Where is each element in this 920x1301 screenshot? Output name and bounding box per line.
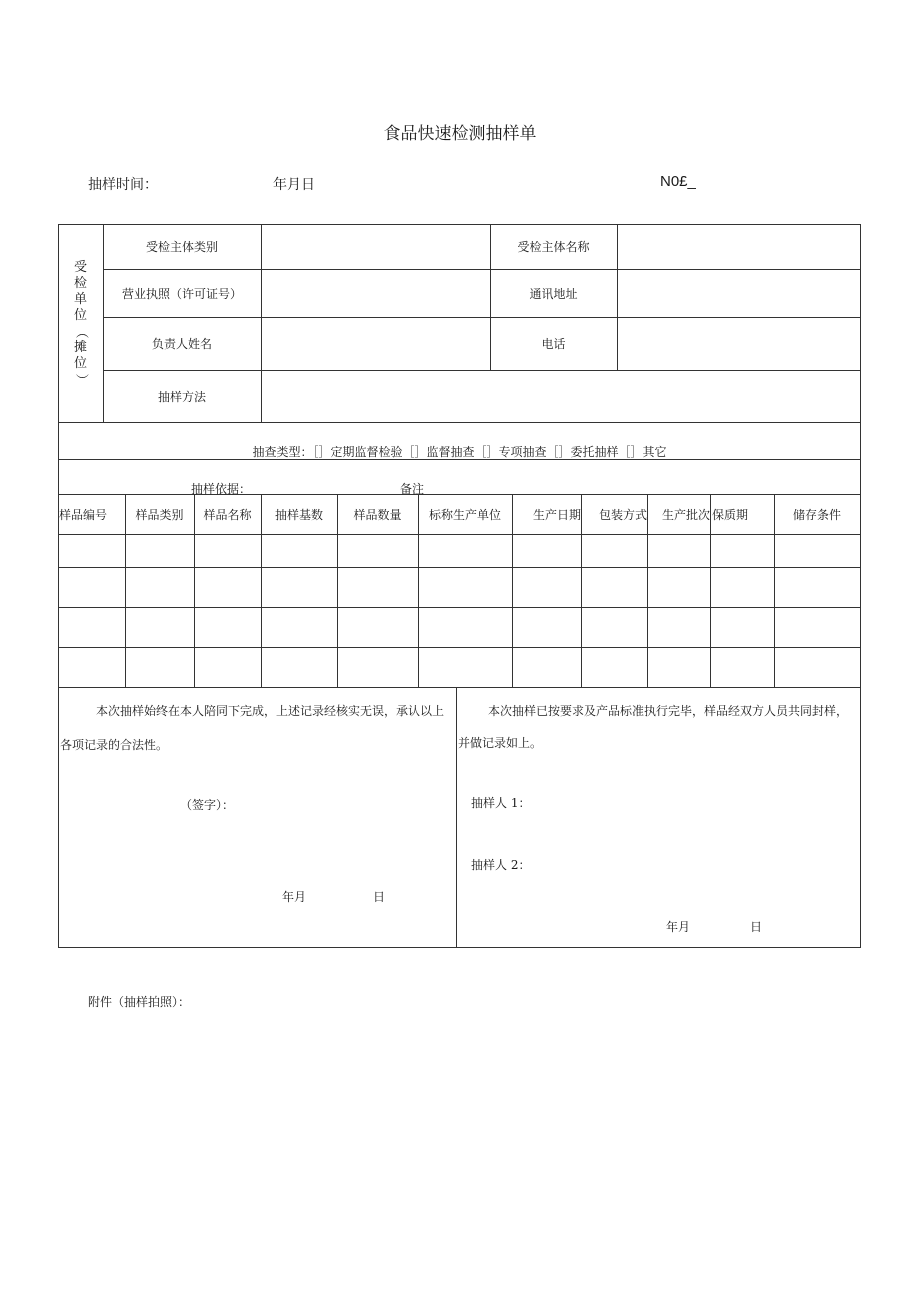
entity-name-label: 受检主体名称 — [517, 240, 590, 254]
col-production-date: 生产日期 — [532, 507, 581, 522]
vertical-char: 受 — [73, 260, 87, 275]
vertical-char: 检 — [73, 276, 87, 291]
col-manufacturer: 标称生产单位 — [428, 507, 501, 522]
table-row[interactable] — [59, 648, 860, 687]
col-sample-name: 样品名称 — [203, 507, 252, 522]
address-field[interactable] — [618, 270, 860, 317]
table-border-bottom — [58, 947, 861, 948]
vertical-char: （ — [73, 325, 89, 339]
table-border-right — [860, 224, 861, 948]
address-label: 通讯地址 — [529, 286, 578, 301]
vertical-char: 位 — [73, 356, 87, 371]
vertical-char: 摊 — [73, 340, 87, 355]
divider — [58, 687, 861, 688]
col-sample-no: 样品编号 — [59, 507, 108, 522]
col-sampling-base: 抽样基数 — [274, 507, 323, 522]
right-statement-line1: 本次抽样已按要求及产品标准执行完毕，样品经双方人员共同封样， — [488, 704, 849, 718]
basis-label: 抽样依据： — [191, 482, 252, 496]
phone-label: 电话 — [541, 337, 566, 351]
col-batch: 生产批次 — [661, 507, 710, 522]
person-field[interactable] — [262, 318, 490, 370]
attachment-label: 附件（抽样拍照）： — [88, 995, 191, 1009]
col-packaging: 包装方式 — [598, 507, 647, 522]
signature-label: （签字）： — [180, 798, 235, 812]
person-label: 负责人姓名 — [151, 337, 212, 351]
remark-label: 备注 — [400, 482, 425, 496]
sampler1-label: 抽样人 1： — [471, 796, 531, 810]
method-field[interactable] — [262, 371, 860, 422]
vertical-char: ） — [73, 373, 89, 387]
entity-name-field[interactable] — [618, 225, 860, 269]
col-shelf-life: 保质期 — [712, 507, 749, 522]
sampler2-label: 抽样人 2： — [471, 858, 531, 872]
divider — [456, 687, 457, 948]
left-year-month: 年月 — [282, 890, 307, 904]
col-storage: 储存条件 — [792, 507, 841, 522]
check-type-options[interactable]: 抽查类型：［］定期监督检验［］监督抽查［］专项抽查［］委托抽样［］其它 — [252, 444, 667, 459]
left-statement-line2: 各项记录的合法性。 — [60, 738, 169, 752]
form-title: 食品快速检测抽样单 — [383, 124, 537, 144]
right-year-month: 年月 — [666, 920, 691, 934]
license-label: 营业执照（许可证号） — [121, 286, 242, 301]
entity-type-label: 受检主体类别 — [145, 240, 218, 254]
inspected-unit-vertical-label — [58, 260, 103, 388]
method-label: 抽样方法 — [157, 389, 206, 404]
vertical-char: 单 — [73, 292, 87, 307]
right-statement-line2: 并做记录如上。 — [458, 736, 543, 750]
table-row[interactable] — [59, 608, 860, 647]
col-sample-category: 样品类别 — [135, 507, 184, 522]
table-row[interactable] — [59, 568, 860, 607]
sampling-time-label: 抽样时间： — [88, 177, 158, 193]
phone-field[interactable] — [618, 318, 860, 370]
form-number-label: N0£_ — [660, 173, 696, 190]
left-day: 日 — [373, 890, 386, 904]
vertical-char: 位 — [73, 308, 87, 323]
right-day: 日 — [750, 920, 763, 934]
left-statement-line1: 本次抽样始终在本人陪同下完成，上述记录经核实无误，承认以上 — [96, 704, 445, 718]
entity-type-field[interactable] — [262, 225, 490, 269]
date-label: 年月日 — [273, 177, 315, 193]
license-field[interactable] — [262, 270, 490, 317]
table-row[interactable] — [59, 535, 860, 567]
col-sample-quantity: 样品数量 — [353, 507, 402, 522]
divider — [58, 422, 861, 423]
